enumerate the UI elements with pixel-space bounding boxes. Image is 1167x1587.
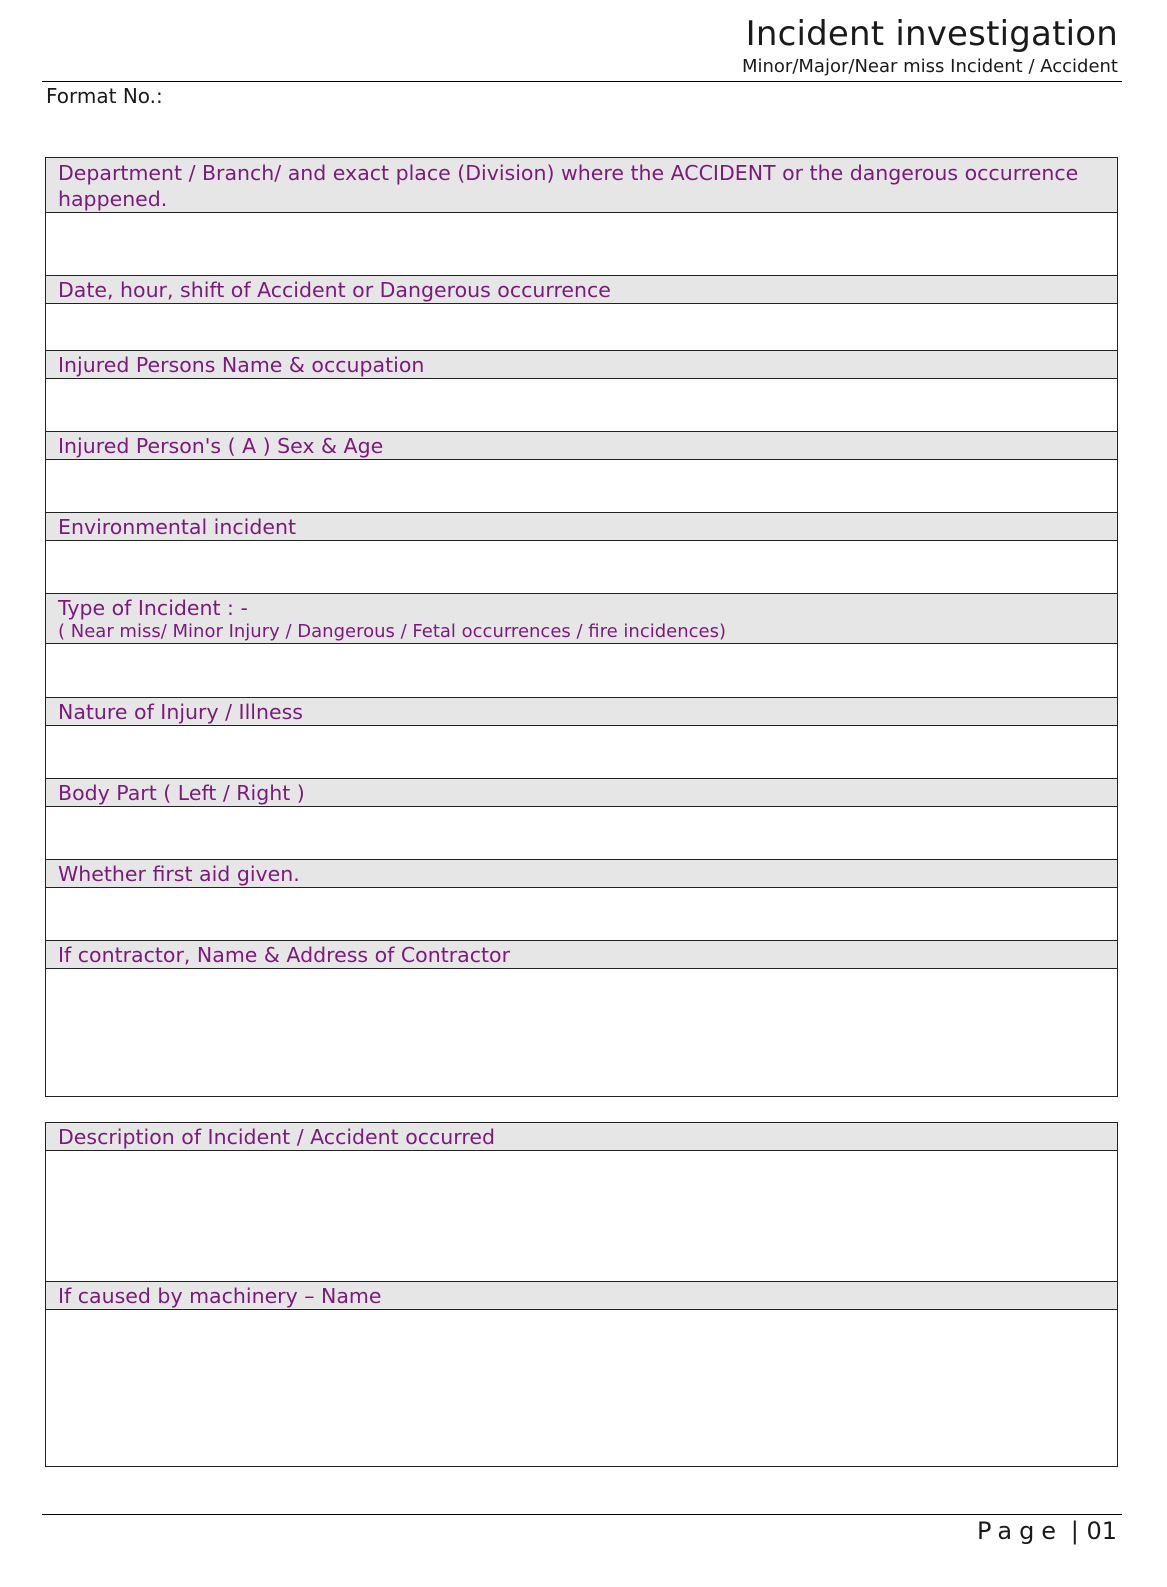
body-part-label: Body Part ( Left / Right ) <box>46 779 1117 807</box>
injured-person-sex-age-label: Injured Person's ( A ) Sex & Age <box>46 432 1117 460</box>
environmental-incident-field[interactable] <box>46 541 1117 594</box>
date-hour-shift-field[interactable] <box>46 304 1117 351</box>
incident-type-label <box>46 594 1117 644</box>
page-number: 01 <box>1086 1517 1117 1545</box>
incident-details-form <box>45 157 1118 1097</box>
first-aid-field[interactable] <box>46 888 1117 941</box>
incident-description-field[interactable] <box>46 1151 1117 1282</box>
date-hour-shift-label: Date, hour, shift of Accident or Dangerous occurrence <box>46 276 1117 304</box>
first-aid-label: Whether first aid given. <box>46 860 1117 888</box>
incident-description-label: Description of Incident / Accident occurred <box>46 1123 1117 1151</box>
contractor-label: If contractor, Name & Address of Contractor <box>46 941 1117 969</box>
incident-type-options: ( Near miss/ Minor Injury / Dangerous / Fetal occurrences / fire incidences) <box>58 621 727 642</box>
department-location-field[interactable] <box>46 213 1117 276</box>
page-word: Page <box>976 1517 1064 1545</box>
page-separator: | <box>1070 1517 1079 1545</box>
nature-of-injury-field[interactable] <box>46 726 1117 779</box>
nature-of-injury-label: Nature of Injury / Illness <box>46 698 1117 726</box>
incident-type-field[interactable] <box>46 644 1117 698</box>
incident-type-title: Type of Incident : - <box>58 596 248 620</box>
department-location-label: Department / Branch/ and exact place (Division) where the ACCIDENT or the dangerous occurrence happened. <box>46 158 1117 213</box>
contractor-field[interactable] <box>46 969 1117 1097</box>
header-divider <box>42 81 1122 82</box>
page-number-label <box>977 1517 1117 1545</box>
machinery-name-label: If caused by machinery – Name <box>46 1282 1117 1310</box>
injured-person-name-field[interactable] <box>46 379 1117 432</box>
injured-person-name-label: Injured Persons Name & occupation <box>46 351 1117 379</box>
page-title: Incident investigation <box>745 14 1118 54</box>
incident-description-form <box>45 1122 1118 1467</box>
page-subtitle: Minor/Major/Near miss Incident / Accident <box>741 56 1118 77</box>
body-part-field[interactable] <box>46 807 1117 860</box>
injured-person-sex-age-field[interactable] <box>46 460 1117 513</box>
environmental-incident-label: Environmental incident <box>46 513 1117 541</box>
machinery-name-field[interactable] <box>46 1310 1117 1465</box>
format-number-label: Format No.: <box>46 84 163 108</box>
footer-divider <box>42 1514 1122 1515</box>
